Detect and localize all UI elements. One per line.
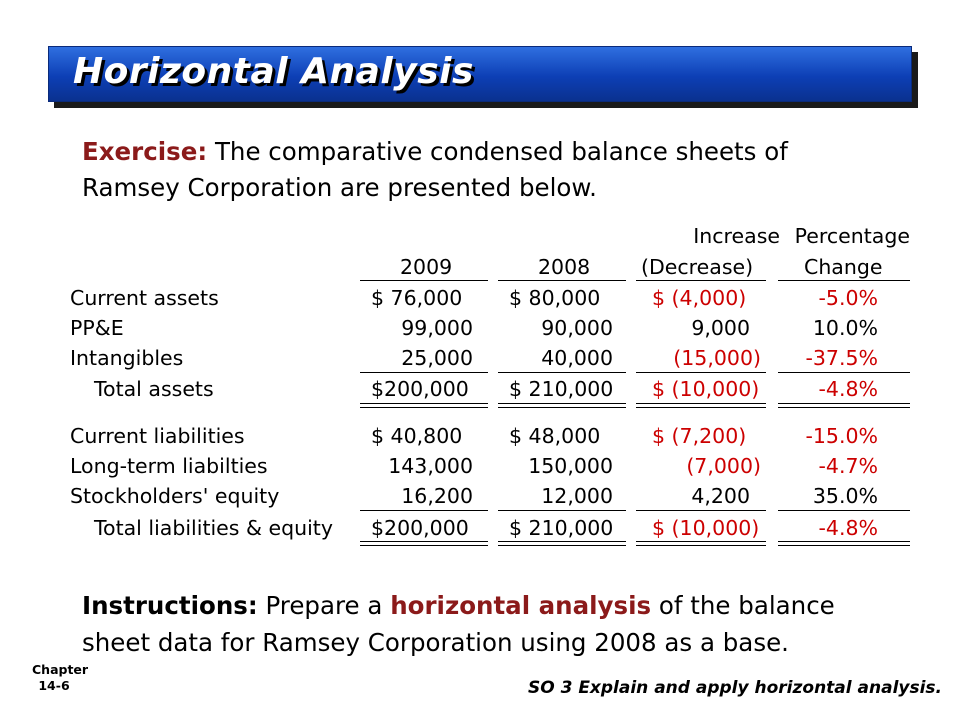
slide-title: Horizontal Analysis (73, 51, 474, 92)
cell-2008: 150,000 (528, 454, 613, 478)
subtotal-rule-2008 (498, 510, 626, 511)
cell-change: (7,000) (686, 454, 761, 478)
total-rule-2008 (498, 403, 626, 408)
subtotal-rule-2009 (360, 372, 488, 373)
instructions-label: Instructions: (82, 591, 258, 620)
exercise-body: The comparative condensed balance sheets of Ramsey Corporation are presented below. (82, 137, 788, 202)
cell-pct: -4.8% (818, 377, 878, 401)
instructions-pre: Prepare a (257, 591, 391, 620)
subtotal-rule-2009 (360, 510, 488, 511)
cell-2008: 12,000 (541, 484, 613, 508)
total-rule-change (636, 403, 766, 408)
row-label: Total assets (94, 377, 214, 401)
cell-change: (15,000) (673, 346, 761, 370)
header-rule-pct (778, 280, 910, 281)
exercise-label: Exercise: (82, 137, 208, 166)
cell-2009: 143,000 (388, 454, 473, 478)
chapter-label (32, 662, 89, 694)
subtotal-rule-2008 (498, 372, 626, 373)
header-rule-2008 (498, 280, 626, 281)
cell-pct: -4.8% (818, 516, 878, 540)
cell-2009: 16,200 (401, 484, 473, 508)
row-label: Current assets (70, 286, 219, 310)
subtotal-rule-pct (778, 372, 910, 373)
instructions-post: of the balance sheet data for Ramsey Corporation using 2008 as a base. (82, 591, 835, 657)
instructions-highlight: horizontal analysis (390, 591, 652, 620)
row-label: PP&E (70, 316, 124, 340)
cell-2008: $ 48,000 (509, 424, 601, 448)
cell-2009: $200,000 (371, 377, 469, 401)
row-label: Long-term liabilties (70, 454, 268, 478)
cell-pct: -15.0% (805, 424, 878, 448)
row-label: Current liabilities (70, 424, 245, 448)
header-change: Change (804, 255, 883, 279)
cell-2009: 25,000 (401, 346, 473, 370)
cell-pct: 10.0% (812, 316, 878, 340)
cell-2009: $ 40,800 (371, 424, 463, 448)
subtotal-rule-change (636, 510, 766, 511)
cell-pct: 35.0% (812, 484, 878, 508)
header-increase: Increase (693, 224, 780, 248)
cell-2008: 90,000 (541, 316, 613, 340)
cell-change: 9,000 (691, 316, 750, 340)
total-rule-pct (778, 541, 910, 546)
subtotal-rule-change (636, 372, 766, 373)
header-percentage: Percentage (794, 224, 910, 248)
total-rule-2008 (498, 541, 626, 546)
cell-pct: -4.7% (818, 454, 878, 478)
header-rule-change (636, 280, 766, 281)
cell-change: $ (7,200) (652, 424, 747, 448)
cell-pct: -37.5% (805, 346, 878, 370)
cell-2009: $ 76,000 (371, 286, 463, 310)
header-2009: 2009 (400, 255, 453, 279)
header-2008: 2008 (538, 255, 591, 279)
row-label: Total liabilities & equity (94, 516, 333, 540)
subtotal-rule-pct (778, 510, 910, 511)
cell-2008: $ 210,000 (509, 516, 614, 540)
row-label: Intangibles (70, 346, 184, 370)
chapter-line2: 14-6 (38, 678, 70, 693)
chapter-line1: Chapter (32, 662, 89, 677)
cell-2008: $ 80,000 (509, 286, 601, 310)
study-objective: SO 3 Explain and apply horizontal analysis. (527, 678, 942, 698)
total-rule-pct (778, 403, 910, 408)
total-rule-2009 (360, 541, 488, 546)
cell-change: 4,200 (691, 484, 750, 508)
cell-change: $ (10,000) (652, 377, 760, 401)
cell-2009: 99,000 (401, 316, 473, 340)
header-rule-2009 (360, 280, 488, 281)
total-rule-2009 (360, 403, 488, 408)
total-rule-change (636, 541, 766, 546)
cell-change: $ (4,000) (652, 286, 747, 310)
cell-2008: 40,000 (541, 346, 613, 370)
instructions-text (82, 587, 902, 661)
cell-pct: -5.0% (818, 286, 878, 310)
cell-2008: $ 210,000 (509, 377, 614, 401)
cell-2009: $200,000 (371, 516, 469, 540)
cell-change: $ (10,000) (652, 516, 760, 540)
row-label: Stockholders' equity (70, 484, 280, 508)
header-decrease: (Decrease) (641, 255, 754, 279)
